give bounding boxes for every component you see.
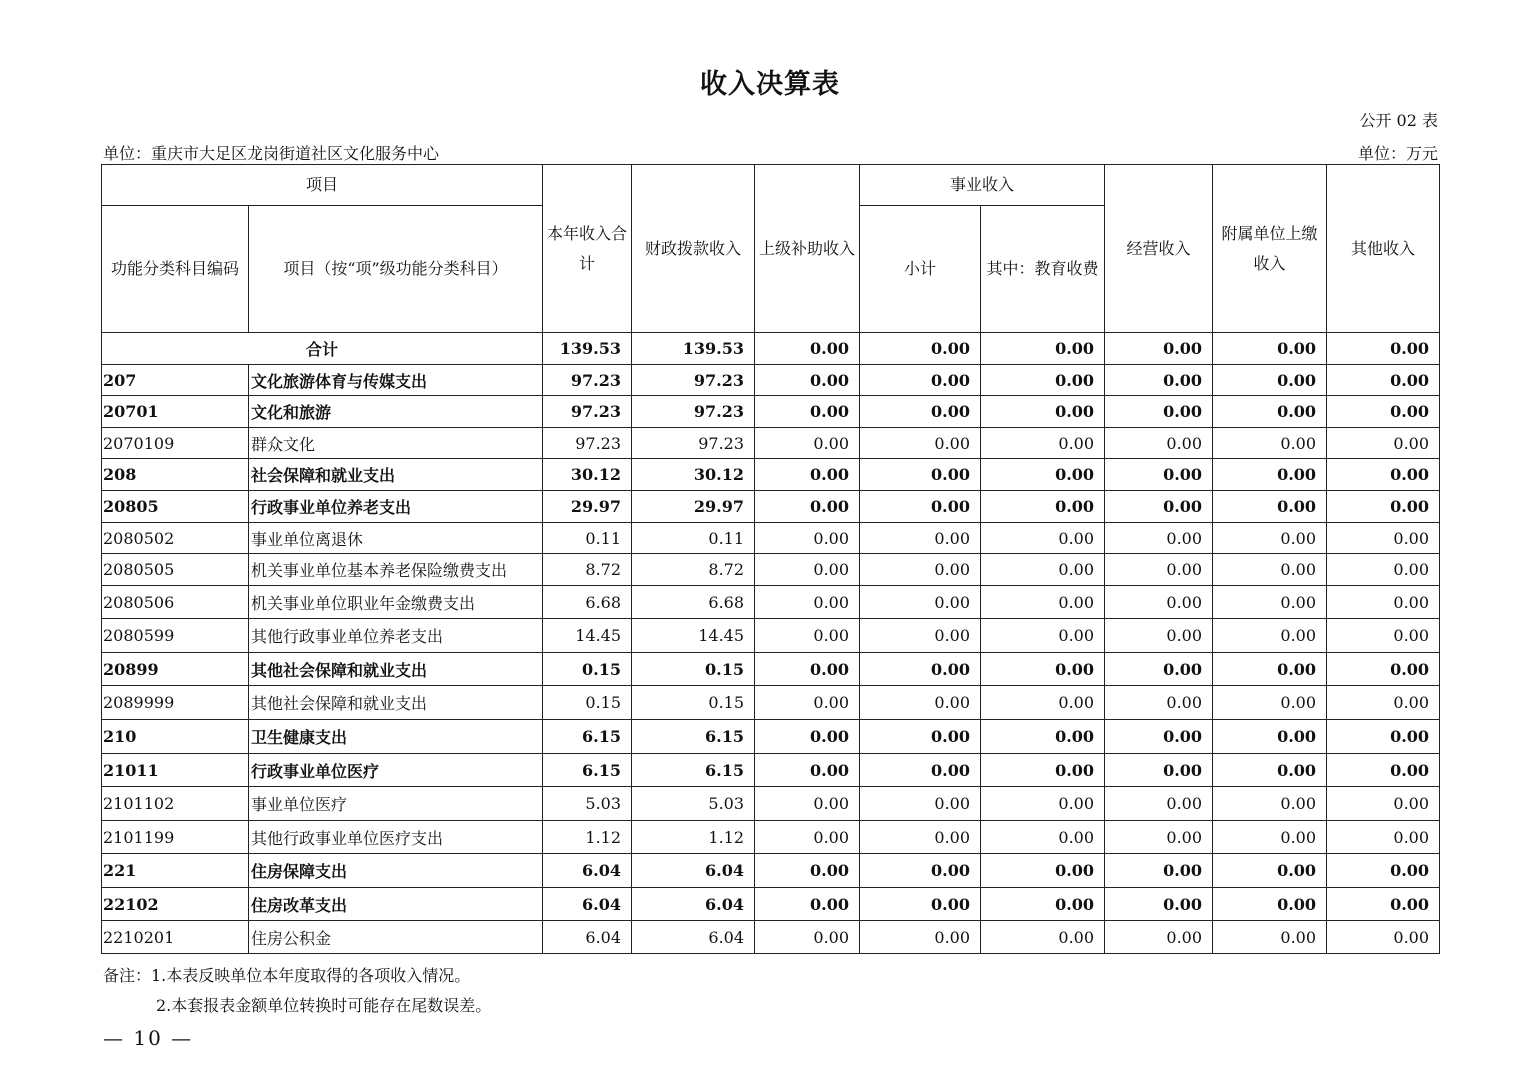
row-value: 0.00 [755,921,860,954]
row-value: 0.00 [1327,921,1440,954]
row-value: 0.00 [1327,821,1440,854]
row-value: 0.00 [1327,428,1440,459]
row-name: 行政事业单位养老支出 [249,491,543,523]
row-value: 0.00 [860,821,981,854]
row-value: 0.00 [1327,619,1440,653]
total-cell: 0.00 [981,333,1105,365]
row-code: 2210201 [102,921,249,954]
unit-label: 单位：重庆市大足区龙岗街道社区文化服务中心 [103,144,440,163]
row-value: 0.00 [1105,491,1213,523]
row-value: 30.12 [543,459,632,491]
note-1: 备注：1.本表反映单位本年度取得的各项收入情况。 [103,966,471,985]
row-value: 0.00 [981,365,1105,396]
row-code: 221 [102,854,249,888]
row-value: 0.00 [1105,787,1213,821]
row-value: 0.00 [981,554,1105,586]
row-value: 0.00 [1327,754,1440,787]
row-value: 6.15 [543,720,632,754]
table-row [102,554,1440,586]
row-value: 0.00 [1213,921,1327,954]
table-row [102,720,1440,754]
row-value: 0.00 [860,686,981,720]
header-affiliated: 附属单位上缴收入 [1213,165,1327,333]
total-cell: 0.00 [1213,333,1327,365]
row-value: 0.00 [1327,854,1440,888]
row-value: 0.00 [1213,491,1327,523]
row-value: 0.00 [1327,491,1440,523]
total-cell: 139.53 [632,333,755,365]
row-name: 事业单位医疗 [249,787,543,821]
row-code: 2080502 [102,523,249,554]
table-row [102,365,1440,396]
row-value: 0.00 [755,821,860,854]
row-value: 6.15 [543,754,632,787]
row-value: 0.00 [1105,720,1213,754]
row-value: 97.23 [543,396,632,428]
row-value: 0.00 [1105,428,1213,459]
row-value: 0.00 [1327,459,1440,491]
row-name: 机关事业单位职业年金缴费支出 [249,586,543,619]
table-row [102,428,1440,459]
row-value: 0.00 [860,523,981,554]
row-value: 0.00 [981,720,1105,754]
row-value: 0.00 [1105,821,1213,854]
row-value: 0.00 [1105,619,1213,653]
row-value: 5.03 [543,787,632,821]
row-value: 0.00 [981,523,1105,554]
row-name: 住房公积金 [249,921,543,954]
row-value: 0.11 [632,523,755,554]
row-code: 2080599 [102,619,249,653]
row-name: 其他行政事业单位养老支出 [249,619,543,653]
row-value: 0.00 [755,720,860,754]
row-value: 0.00 [981,821,1105,854]
row-value: 97.23 [632,396,755,428]
header-other: 其他收入 [1327,165,1440,333]
row-code: 22102 [102,888,249,921]
row-value: 0.00 [755,491,860,523]
row-value: 0.00 [755,888,860,921]
row-value: 0.00 [1327,653,1440,686]
header-code: 功能分类科目编码 [102,206,249,333]
row-value: 8.72 [543,554,632,586]
row-value: 0.00 [981,754,1105,787]
row-value: 0.00 [1213,686,1327,720]
row-value: 0.00 [755,459,860,491]
table-row [102,653,1440,686]
row-name: 其他社会保障和就业支出 [249,653,543,686]
header-project: 项目 [102,165,543,206]
table-row [102,787,1440,821]
header-business-income: 事业收入 [860,165,1105,206]
row-code: 207 [102,365,249,396]
row-value: 6.04 [632,888,755,921]
row-value: 0.00 [860,396,981,428]
row-value: 0.00 [860,428,981,459]
row-value: 1.12 [632,821,755,854]
row-value: 0.00 [755,396,860,428]
page-title: 收入决算表 [700,69,840,100]
row-value: 0.00 [1105,586,1213,619]
row-value: 0.00 [860,787,981,821]
row-value: 0.00 [1327,523,1440,554]
table-row [102,821,1440,854]
row-value: 0.00 [1327,365,1440,396]
row-value: 0.00 [1105,396,1213,428]
row-value: 0.00 [1213,854,1327,888]
row-value: 0.00 [860,365,981,396]
header-fiscal: 财政拨款收入 [632,165,755,333]
row-name: 行政事业单位医疗 [249,754,543,787]
row-code: 21011 [102,754,249,787]
row-code: 2080506 [102,586,249,619]
row-name: 住房改革支出 [249,888,543,921]
row-value: 0.00 [981,586,1105,619]
row-code: 2070109 [102,428,249,459]
row-value: 0.00 [860,720,981,754]
note-2: 2.本套报表金额单位转换时可能存在尾数误差。 [156,996,492,1015]
row-value: 0.00 [1105,523,1213,554]
row-value: 0.00 [1213,619,1327,653]
total-cell: 0.00 [755,333,860,365]
row-name: 卫生健康支出 [249,720,543,754]
row-value: 14.45 [543,619,632,653]
row-code: 20899 [102,653,249,686]
row-value: 0.15 [632,686,755,720]
row-value: 0.00 [981,854,1105,888]
row-value: 0.00 [1327,554,1440,586]
table-row [102,854,1440,888]
row-value: 0.00 [755,365,860,396]
row-value: 0.00 [860,586,981,619]
row-value: 0.00 [1105,459,1213,491]
table-row [102,396,1440,428]
row-value: 0.00 [755,653,860,686]
row-name: 事业单位离退休 [249,523,543,554]
row-value: 8.72 [632,554,755,586]
row-value: 0.00 [1105,921,1213,954]
row-value: 0.00 [1213,888,1327,921]
row-value: 0.15 [632,653,755,686]
row-value: 0.00 [1213,821,1327,854]
row-name: 群众文化 [249,428,543,459]
row-value: 0.00 [1213,428,1327,459]
row-value: 0.00 [1105,854,1213,888]
row-value: 6.68 [632,586,755,619]
row-value: 6.15 [632,754,755,787]
row-value: 0.00 [860,921,981,954]
row-value: 5.03 [632,787,755,821]
row-value: 0.00 [755,854,860,888]
row-value: 0.00 [755,554,860,586]
row-value: 0.00 [1105,365,1213,396]
total-cell: 0.00 [1105,333,1213,365]
row-value: 6.04 [543,921,632,954]
row-value: 0.00 [1327,720,1440,754]
row-value: 0.00 [755,586,860,619]
row-value: 0.00 [1213,396,1327,428]
row-value: 0.00 [1213,586,1327,619]
row-value: 0.15 [543,686,632,720]
row-value: 0.00 [981,491,1105,523]
row-value: 0.00 [981,888,1105,921]
form-number: 公开 02 表 [1359,111,1438,130]
row-value: 0.00 [981,921,1105,954]
row-value: 0.15 [543,653,632,686]
row-value: 0.00 [1327,888,1440,921]
row-value: 0.00 [1105,554,1213,586]
row-name: 其他行政事业单位医疗支出 [249,821,543,854]
row-value: 0.00 [755,619,860,653]
row-code: 20805 [102,491,249,523]
row-value: 1.12 [543,821,632,854]
row-value: 6.68 [543,586,632,619]
row-code: 2089999 [102,686,249,720]
total-cell: 139.53 [543,333,632,365]
row-value: 97.23 [543,365,632,396]
row-value: 0.00 [981,396,1105,428]
row-value: 0.00 [1213,787,1327,821]
row-name: 文化和旅游 [249,396,543,428]
row-value: 0.00 [755,787,860,821]
row-value: 0.00 [981,686,1105,720]
row-value: 14.45 [632,619,755,653]
total-row [102,333,1440,365]
row-value: 0.00 [860,653,981,686]
row-name: 文化旅游体育与传媒支出 [249,365,543,396]
row-value: 0.00 [1213,754,1327,787]
row-value: 0.00 [1213,653,1327,686]
total-cell: 0.00 [1327,333,1440,365]
total-label: 合计 [102,333,543,365]
page-number: — 10 — [103,1026,194,1050]
row-code: 2080505 [102,554,249,586]
row-value: 0.00 [1327,586,1440,619]
row-value: 0.00 [1213,720,1327,754]
row-value: 0.00 [1327,396,1440,428]
row-name: 社会保障和就业支出 [249,459,543,491]
table-header [102,165,1440,333]
row-value: 0.00 [1105,888,1213,921]
row-value: 97.23 [632,365,755,396]
row-value: 0.00 [981,428,1105,459]
row-value: 0.00 [981,459,1105,491]
row-value: 0.00 [1105,754,1213,787]
row-name: 机关事业单位基本养老保险缴费支出 [249,554,543,586]
table-row [102,459,1440,491]
row-value: 6.04 [632,854,755,888]
row-value: 0.00 [755,523,860,554]
row-value: 29.97 [543,491,632,523]
row-value: 0.00 [755,686,860,720]
header-total-income: 本年收入合计 [543,165,632,333]
row-value: 0.00 [1213,554,1327,586]
row-value: 30.12 [632,459,755,491]
total-cell: 0.00 [860,333,981,365]
header-superior: 上级补助收入 [755,165,860,333]
table-body [102,333,1440,954]
table-row [102,619,1440,653]
row-value: 0.00 [860,754,981,787]
row-value: 0.00 [860,888,981,921]
row-value: 0.00 [860,459,981,491]
row-name: 住房保障支出 [249,854,543,888]
table-row [102,491,1440,523]
row-value: 0.00 [860,619,981,653]
row-value: 0.00 [755,428,860,459]
header-education: 其中：教育收费 [981,206,1105,333]
row-value: 0.00 [981,787,1105,821]
currency-unit-label: 单位：万元 [1357,144,1438,163]
row-value: 97.23 [543,428,632,459]
row-value: 0.00 [1105,653,1213,686]
row-value: 0.00 [860,554,981,586]
row-value: 0.00 [755,754,860,787]
row-code: 208 [102,459,249,491]
row-value: 0.00 [981,619,1105,653]
notes [103,961,491,1021]
row-code: 210 [102,720,249,754]
row-value: 6.04 [632,921,755,954]
row-value: 0.00 [860,491,981,523]
row-code: 2101199 [102,821,249,854]
table-row [102,888,1440,921]
row-value: 0.00 [1105,686,1213,720]
row-value: 97.23 [632,428,755,459]
row-value: 0.00 [1327,787,1440,821]
header-name: 项目（按“项”级功能分类科目） [249,206,543,333]
income-table [101,164,1440,954]
table-row [102,586,1440,619]
row-name: 其他社会保障和就业支出 [249,686,543,720]
row-value: 0.11 [543,523,632,554]
table-row [102,523,1440,554]
row-value: 0.00 [1213,523,1327,554]
row-code: 20701 [102,396,249,428]
table-row [102,754,1440,787]
header-subtotal: 小计 [860,206,981,333]
header-operating: 经营收入 [1105,165,1213,333]
row-value: 0.00 [1213,459,1327,491]
row-value: 0.00 [1213,365,1327,396]
row-value: 0.00 [981,653,1105,686]
table-row [102,686,1440,720]
row-value: 6.04 [543,888,632,921]
row-code: 2101102 [102,787,249,821]
row-value: 6.04 [543,854,632,888]
row-value: 0.00 [1327,686,1440,720]
row-value: 29.97 [632,491,755,523]
row-value: 0.00 [860,854,981,888]
row-value: 6.15 [632,720,755,754]
table-row [102,921,1440,954]
